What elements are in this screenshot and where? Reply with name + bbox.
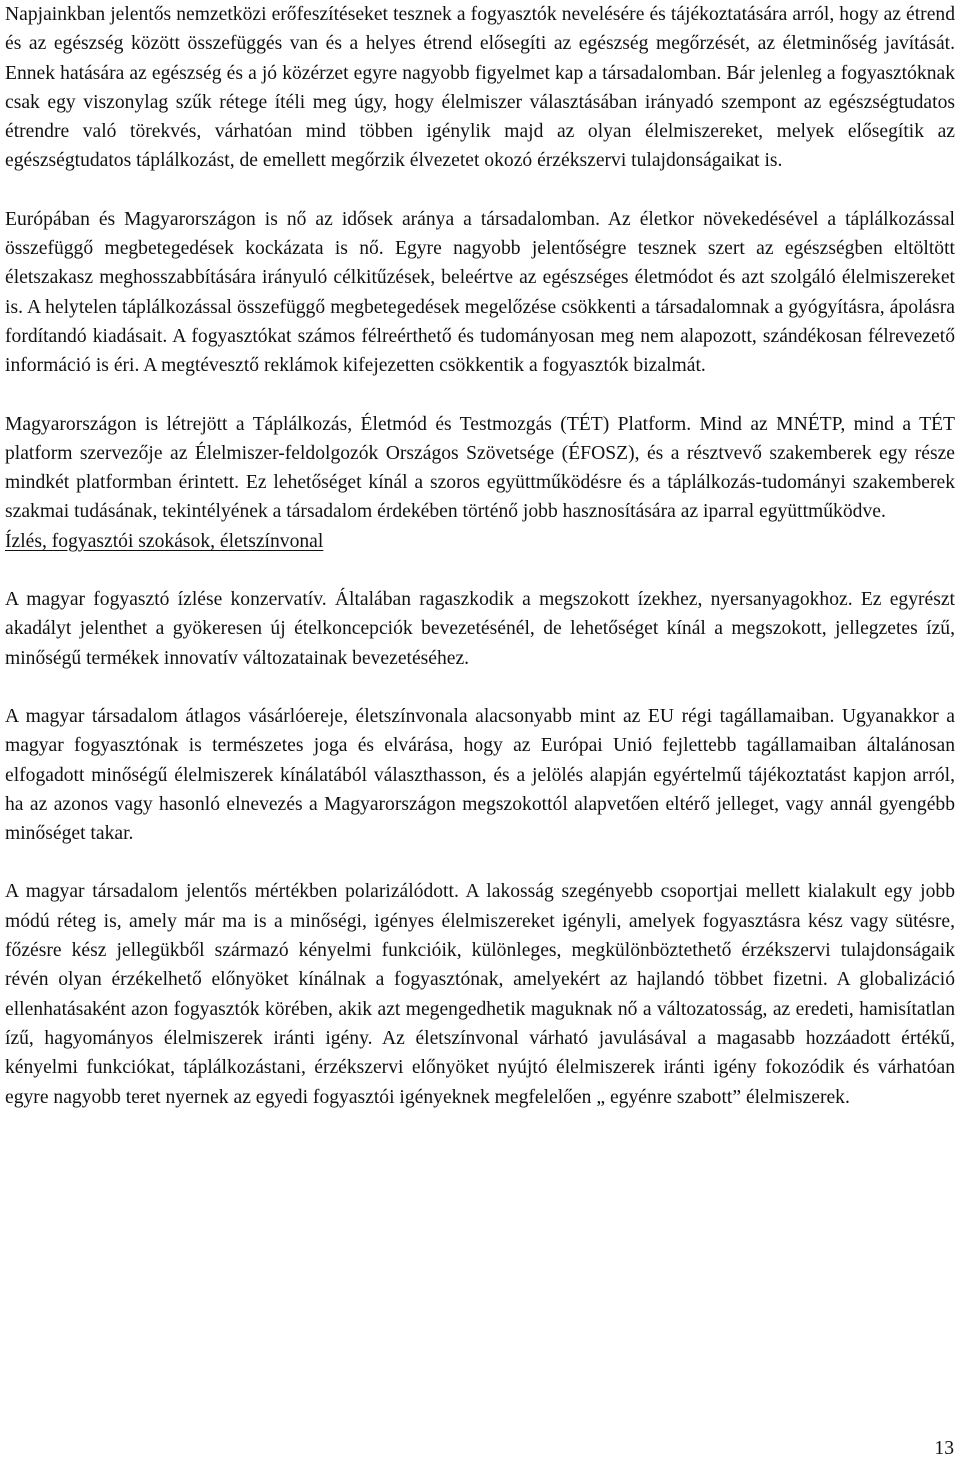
paragraph-polarization: A magyar társadalom jelentős mértékben polarizálódott. A lakosság szegényebb csoportjai mellett kialakult egy jobb módú réteg is, amely már ma is a minőségi, igényes élelmiszereket igényli, amelyek fogyasztásra kész vagy sütésre, főzésre kész jellegükből származó kényelmi funkcióik, különleges, megkülönböztethető érzékszervi tulajdonságaik révén olyan érzékelhető előnyöket kínálnak a fogyasztónak, amelyekért az hajlandó többet fizetni. A globalizáció ellenhatásaként azon fogyasztók körében, akik azt megengedhetik maguknak nő a változatosság, az eredeti, hamisítatlan ízű, hagyományos élelmiszerek iránti igény. Az életszínvonal várható javulásával a magasabb hozzáadott értékű, kényelmi funkciókat, táplálkozástani, érzékszervi előnyöket nyújtó élelmiszerek iránti igény fokozódik és várhatóan egyre nagyobb teret nyernek az egyedi fogyasztói igényeknek megfelelően „ egyénre szabott” élelmiszerek. bbox=[5, 881, 955, 1108]
paragraph-tet-platform: Magyarországon is létrejött a Táplálkozás, Életmód és Testmozgás (TÉT) Platform. Mind az MNÉTP, mind a TÉT platform szervezője az Élelmiszer-feldolgozók Országos Szövetsége (ÉFOSZ), és a résztvevő szakemberek egy része mindkét platformban érintett. Ez lehetőséget kínál a szoros együttműködésre és a táplálkozás-tudományi szakemberek szakmai tudásának, tekintélyének a társadalom érdekében történő jobb hasznosítására az iparral együttműködve. bbox=[5, 413, 955, 523]
paragraph-purchasing-power: A magyar társadalom átlagos vásárlóereje, életszínvonala alacsonyabb mint az EU régi tagállamaiban. Ugyanakkor a magyar fogyasztónak is természetes joga és elvárása, hogy az Európai Unió fejlettebb tagállamaiban általánosan elfogadott minőségű élelmiszerek kínálatából választhasson, és a jelölés alapján egyértelmű tájékoztatást kapjon arról, ha az azonos vagy hasonló elnevezés a Magyarországon megszokottól alapvetően eltérő jelleget, vagy annál gyengébb minőséget takar. bbox=[5, 705, 955, 845]
section-heading: Ízlés, fogyasztói szokások, életszínvonal bbox=[5, 530, 324, 552]
paragraph-aging-population: Európában és Magyarországon is nő az idősek aránya a társadalomban. Az életkor növekedésével a táplálkozással összefüggő megbetegedések kockázata is nő. Egyre nagyobb jelentőségre tesznek szert az egészségben eltöltött életszakasz meghosszabbítására irányuló célkitűzések, beleértve az egészséges életmódot és azt szolgáló élelmiszereket is. A helytelen táplálkozással összefüggő megbetegedések megelőzése csökkenti a társadalomnak a gyógyításra, ápolásra fordítandó kiadásait. A fogyasztókat számos félreérthető és tudományosan meg nem alapozott, szándékosan félrevezető információ is éri. A megtévesztő reklámok kifejezetten csökkentik a fogyasztók bizalmát. bbox=[5, 208, 955, 377]
document-page bbox=[5, 0, 955, 1112]
paragraph-taste-conservative: A magyar fogyasztó ízlése konzervatív. Általában ragaszkodik a megszokott ízekhez, nyersanyagokhoz. Ez egyrészt akadályt jelenthet a gyökeresen új ételkoncepciók bevezetésénél, de lehetőséget kínál a megszokott, jellegzetes ízű, minőségű termékek innovatív változatainak bevezetéséhez. bbox=[5, 589, 955, 669]
page-number: 13 bbox=[934, 1438, 954, 1459]
paragraph-consumer-education: Napjainkban jelentős nemzetközi erőfeszítéseket tesznek a fogyasztók nevelésére és tájékoztatására arról, hogy az étrend és az egészség között összefüggés van és a helyes étrend elősegíti az egészség megőrzését, az életminőség javítását. Ennek hatására az egészség és a jó közérzet egyre nagyobb figyelmet kap a társadalomban. Bár jelenleg a fogyasztóknak csak egy viszonylag szűk rétege ítéli meg úgy, hogy élelmiszer választásában irányadó szempont az egészségtudatos étrendre való törekvés, várhatóan mind többen igénylik majd az olyan élelmiszereket, melyek elősegítik az egészségtudatos táplálkozást, de emellett megőrzik élvezetet okozó érzékszervi tulajdonságaikat is. bbox=[5, 4, 955, 172]
